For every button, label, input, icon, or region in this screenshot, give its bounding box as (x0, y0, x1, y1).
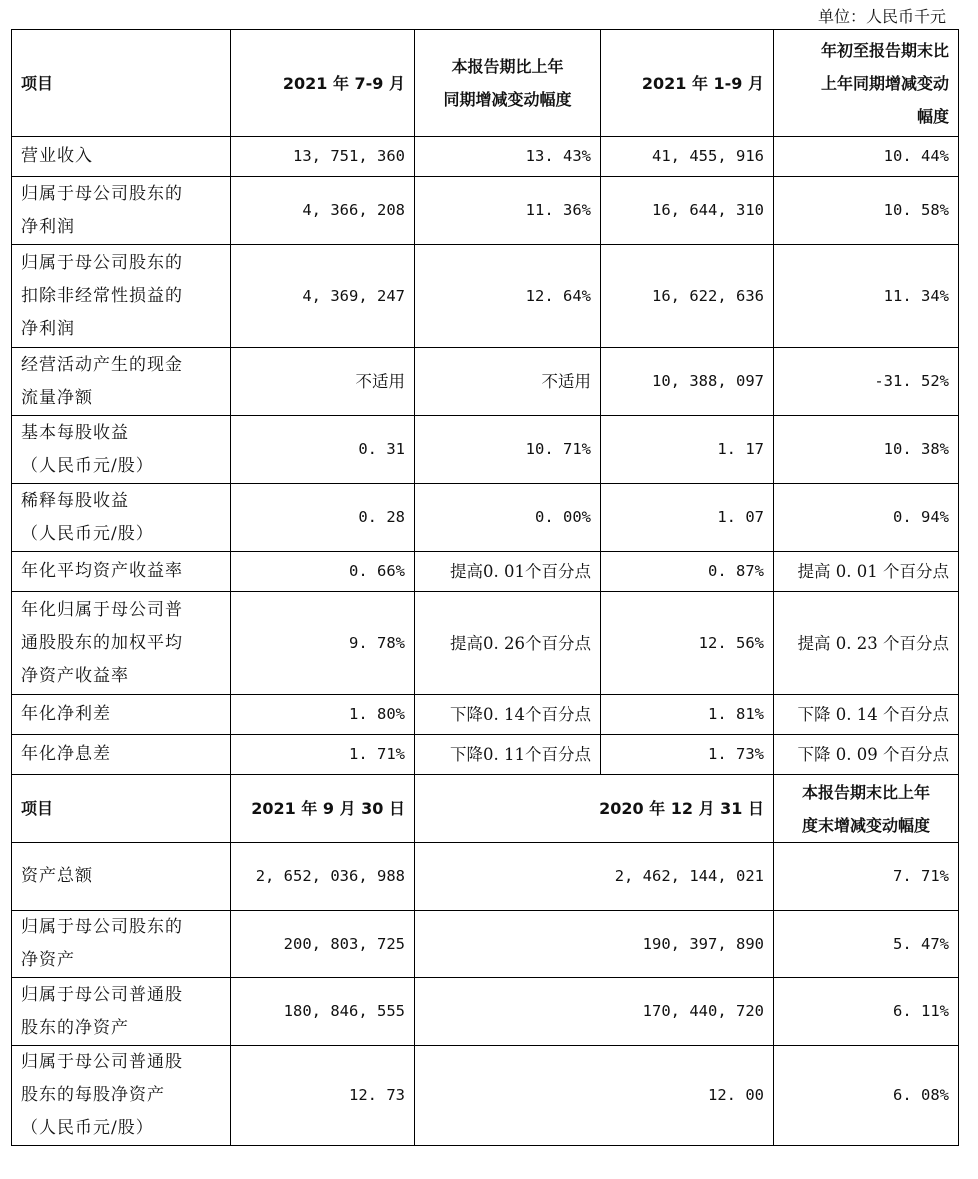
cell-q3c: 下降0. 14个百分点 (415, 695, 601, 735)
cell-ytd: 12. 56% (601, 592, 774, 695)
cell-ytdc: 11. 34% (774, 245, 959, 348)
cell-change: 6. 08% (774, 1046, 959, 1146)
cell-current: 2, 652, 036, 988 (231, 843, 415, 911)
cell-ytdc: 提高 0. 01 个百分点 (774, 552, 959, 592)
cell-current: 12. 73 (231, 1046, 415, 1146)
cell-ytdc: 10. 38% (774, 416, 959, 484)
table-row (12, 177, 959, 245)
table-row (12, 695, 959, 735)
cell-ytd: 16, 622, 636 (601, 245, 774, 348)
row-label: 归属于母公司普通股 股东的每股净资产 （人民币元/股） (12, 1046, 231, 1146)
row-label: 归属于母公司普通股 股东的净资产 (12, 978, 231, 1046)
header-ytd: 2021 年 1-9 月 (601, 30, 774, 137)
table-row (12, 592, 959, 695)
header-item: 项目 (12, 30, 231, 137)
row-label: 年化归属于母公司普 通股股东的加权平均 净资产收益率 (12, 592, 231, 695)
table-row (12, 137, 959, 177)
cell-ytd: 41, 455, 916 (601, 137, 774, 177)
cell-ytd: 1. 17 (601, 416, 774, 484)
cell-q3c: 下降0. 11个百分点 (415, 735, 601, 775)
cell-ytd: 1. 73% (601, 735, 774, 775)
cell-q3c: 0. 00% (415, 484, 601, 552)
cell-change: 6. 11% (774, 978, 959, 1046)
cell-q3: 9. 78% (231, 592, 415, 695)
table-row (12, 735, 959, 775)
row-label: 归属于母公司股东的 净利润 (12, 177, 231, 245)
unit-note: 单位：人民币千元 (817, 7, 946, 26)
row-label: 归属于母公司股东的 净资产 (12, 911, 231, 978)
cell-q3c: 不适用 (415, 348, 601, 416)
cell-q3c: 10. 71% (415, 416, 601, 484)
cell-q3c: 11. 36% (415, 177, 601, 245)
table-row (12, 1046, 959, 1146)
cell-prior: 170, 440, 720 (415, 978, 774, 1046)
cell-ytd: 10, 388, 097 (601, 348, 774, 416)
cell-q3: 0. 31 (231, 416, 415, 484)
cell-ytdc: 提高 0. 23 个百分点 (774, 592, 959, 695)
header-row-1 (12, 30, 959, 137)
header-q3: 2021 年 7-9 月 (231, 30, 415, 137)
header2-change: 本报告期末比上年 度末增减变动幅度 (774, 775, 959, 843)
cell-q3: 1. 71% (231, 735, 415, 775)
financial-summary-table (11, 29, 959, 1146)
table-row (12, 552, 959, 592)
header-ytd-change: 年初至报告期末比 上年同期增减变动 幅度 (774, 30, 959, 137)
header2-prior: 2020 年 12 月 31 日 (415, 775, 774, 843)
cell-ytd: 1. 07 (601, 484, 774, 552)
cell-ytdc: 10. 44% (774, 137, 959, 177)
row-label: 经营活动产生的现金 流量净额 (12, 348, 231, 416)
cell-ytdc: 下降 0. 09 个百分点 (774, 735, 959, 775)
cell-prior: 12. 00 (415, 1046, 774, 1146)
cell-change: 5. 47% (774, 911, 959, 978)
cell-q3: 0. 28 (231, 484, 415, 552)
cell-q3c: 提高0. 01个百分点 (415, 552, 601, 592)
row-label: 稀释每股收益 （人民币元/股） (12, 484, 231, 552)
header2-current: 2021 年 9 月 30 日 (231, 775, 415, 843)
row-label: 年化净利差 (12, 695, 231, 735)
header2-item: 项目 (12, 775, 231, 843)
cell-q3: 4, 366, 208 (231, 177, 415, 245)
table-row (12, 484, 959, 552)
table-row (12, 348, 959, 416)
table-body (12, 30, 959, 1146)
cell-q3c: 提高0. 26个百分点 (415, 592, 601, 695)
cell-prior: 2, 462, 144, 021 (415, 843, 774, 911)
cell-q3c: 13. 43% (415, 137, 601, 177)
cell-q3: 4, 369, 247 (231, 245, 415, 348)
cell-ytdc: 下降 0. 14 个百分点 (774, 695, 959, 735)
table-row (12, 978, 959, 1046)
cell-ytdc: 10. 58% (774, 177, 959, 245)
cell-q3: 不适用 (231, 348, 415, 416)
table-row (12, 843, 959, 911)
cell-q3: 13, 751, 360 (231, 137, 415, 177)
cell-q3: 0. 66% (231, 552, 415, 592)
cell-ytd: 1. 81% (601, 695, 774, 735)
cell-prior: 190, 397, 890 (415, 911, 774, 978)
row-label: 年化净息差 (12, 735, 231, 775)
cell-current: 180, 846, 555 (231, 978, 415, 1046)
header-row-2 (12, 775, 959, 843)
table-row (12, 245, 959, 348)
cell-ytd: 0. 87% (601, 552, 774, 592)
cell-ytd: 16, 644, 310 (601, 177, 774, 245)
table-row (12, 416, 959, 484)
table-row (12, 911, 959, 978)
cell-change: 7. 71% (774, 843, 959, 911)
row-label: 年化平均资产收益率 (12, 552, 231, 592)
cell-ytdc: -31. 52% (774, 348, 959, 416)
row-label: 基本每股收益 （人民币元/股） (12, 416, 231, 484)
header-q3-change: 本报告期比上年 同期增减变动幅度 (415, 30, 601, 137)
row-label: 营业收入 (12, 137, 231, 177)
row-label: 资产总额 (12, 843, 231, 911)
cell-ytdc: 0. 94% (774, 484, 959, 552)
row-label: 归属于母公司股东的 扣除非经常性损益的 净利润 (12, 245, 231, 348)
cell-q3: 1. 80% (231, 695, 415, 735)
cell-q3c: 12. 64% (415, 245, 601, 348)
cell-current: 200, 803, 725 (231, 911, 415, 978)
